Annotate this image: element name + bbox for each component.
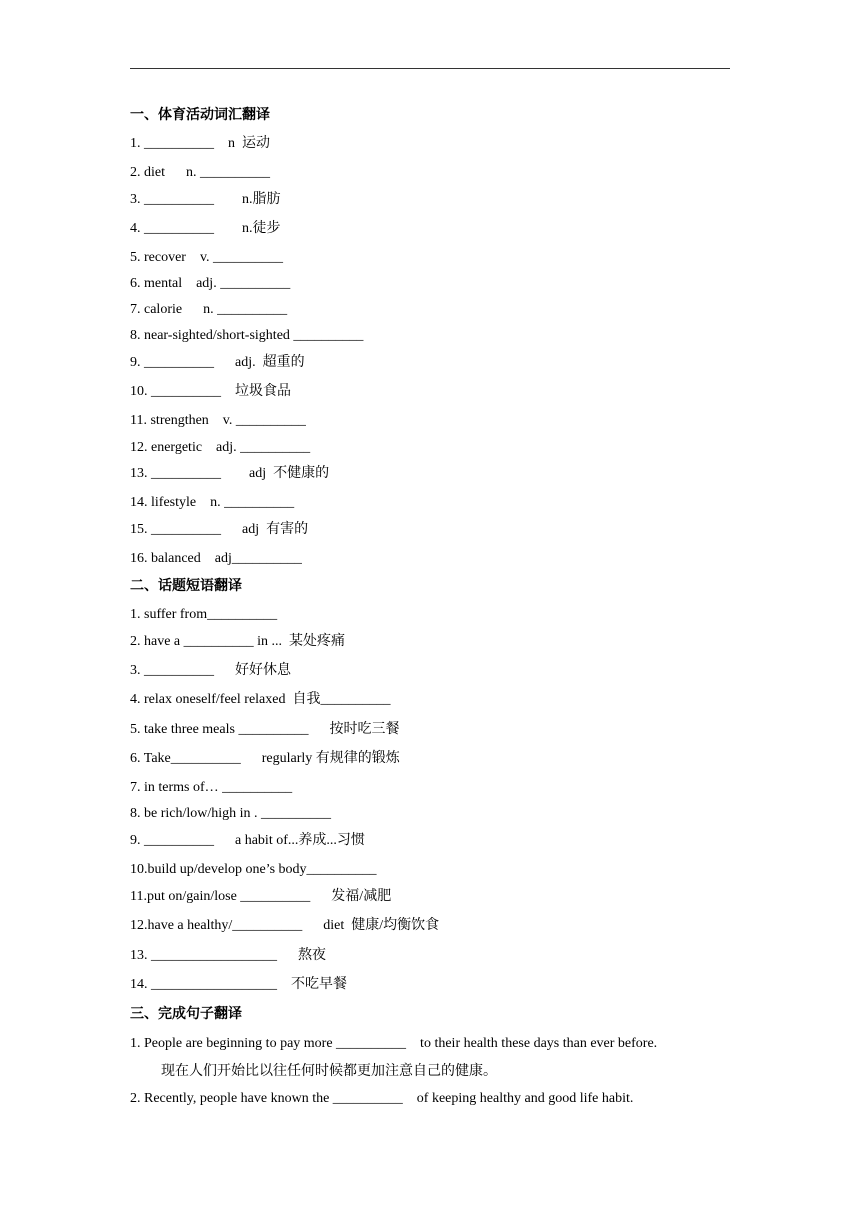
- phrase-item-8: 8. be rich/low/high in . __________: [130, 806, 332, 821]
- phrase-item-3: 3. __________ 好好休息: [130, 663, 291, 678]
- vocab-item-3: 3. __________ n.脂肪: [130, 192, 281, 207]
- vocab-item-4: 4. __________ n.徒步: [130, 221, 281, 236]
- section-heading-sentences: 三、完成句子翻译: [130, 1006, 242, 1022]
- phrase-item-5: 5. take three meals __________ 按时吃三餐: [130, 722, 400, 737]
- sentence-item-1-chinese: 现在人们开始比以往任何时候都更加注意自己的健康。: [161, 1063, 497, 1079]
- phrase-item-6: 6. Take__________ regularly 有规律的锻炼: [130, 751, 400, 766]
- section-heading-phrases: 二、话题短语翻译: [130, 578, 242, 594]
- phrase-item-4: 4. relax oneself/feel relaxed 自我__________: [130, 692, 391, 707]
- phrase-item-9: 9. __________ a habit of...养成...习惯: [130, 833, 365, 848]
- phrase-item-2: 2. have a __________ in ... 某处疼痛: [130, 634, 346, 649]
- phrase-item-12: 12.have a healthy/__________ diet 健康/均衡饮食: [130, 918, 440, 933]
- vocab-item-16: 16. balanced adj__________: [130, 551, 302, 566]
- vocab-item-15: 15. __________ adj 有害的: [130, 522, 309, 537]
- phrase-item-14: 14. __________________ 不吃早餐: [130, 977, 347, 992]
- vocab-item-12: 12. energetic adj. __________: [130, 440, 311, 455]
- vocab-item-5: 5. recover v. __________: [130, 250, 284, 265]
- phrase-item-11: 11.put on/gain/lose __________ 发福/减肥: [130, 889, 392, 904]
- vocab-item-9: 9. __________ adj. 超重的: [130, 355, 305, 370]
- phrase-item-7: 7. in terms of… __________: [130, 780, 293, 795]
- vocab-item-8: 8. near-sighted/short-sighted __________: [130, 328, 364, 343]
- vocab-item-14: 14. lifestyle n. __________: [130, 495, 295, 510]
- header-rule: [130, 68, 730, 69]
- section-heading-vocabulary: 一、体育活动词汇翻译: [130, 107, 270, 123]
- vocab-item-6: 6. mental adj. __________: [130, 276, 291, 291]
- phrase-item-13: 13. __________________ 熬夜: [130, 948, 326, 963]
- phrase-item-1: 1. suffer from__________: [130, 607, 278, 622]
- vocab-item-2: 2. diet n. __________: [130, 165, 270, 180]
- sentence-item-2: 2. Recently, people have known the __________ of keeping healthy and good life habit.: [130, 1091, 634, 1106]
- vocab-item-10: 10. __________ 垃圾食品: [130, 384, 291, 399]
- vocab-item-13: 13. __________ adj 不健康的: [130, 466, 330, 481]
- phrase-item-10: 10.build up/develop one’s body__________: [130, 862, 377, 877]
- vocab-item-11: 11. strengthen v. __________: [130, 413, 306, 428]
- vocab-item-1: 1. __________ n 运动: [130, 136, 270, 151]
- sentence-item-1: 1. People are beginning to pay more __________ to their health these days than ever before.: [130, 1036, 658, 1051]
- vocab-item-7: 7. calorie n. __________: [130, 302, 288, 317]
